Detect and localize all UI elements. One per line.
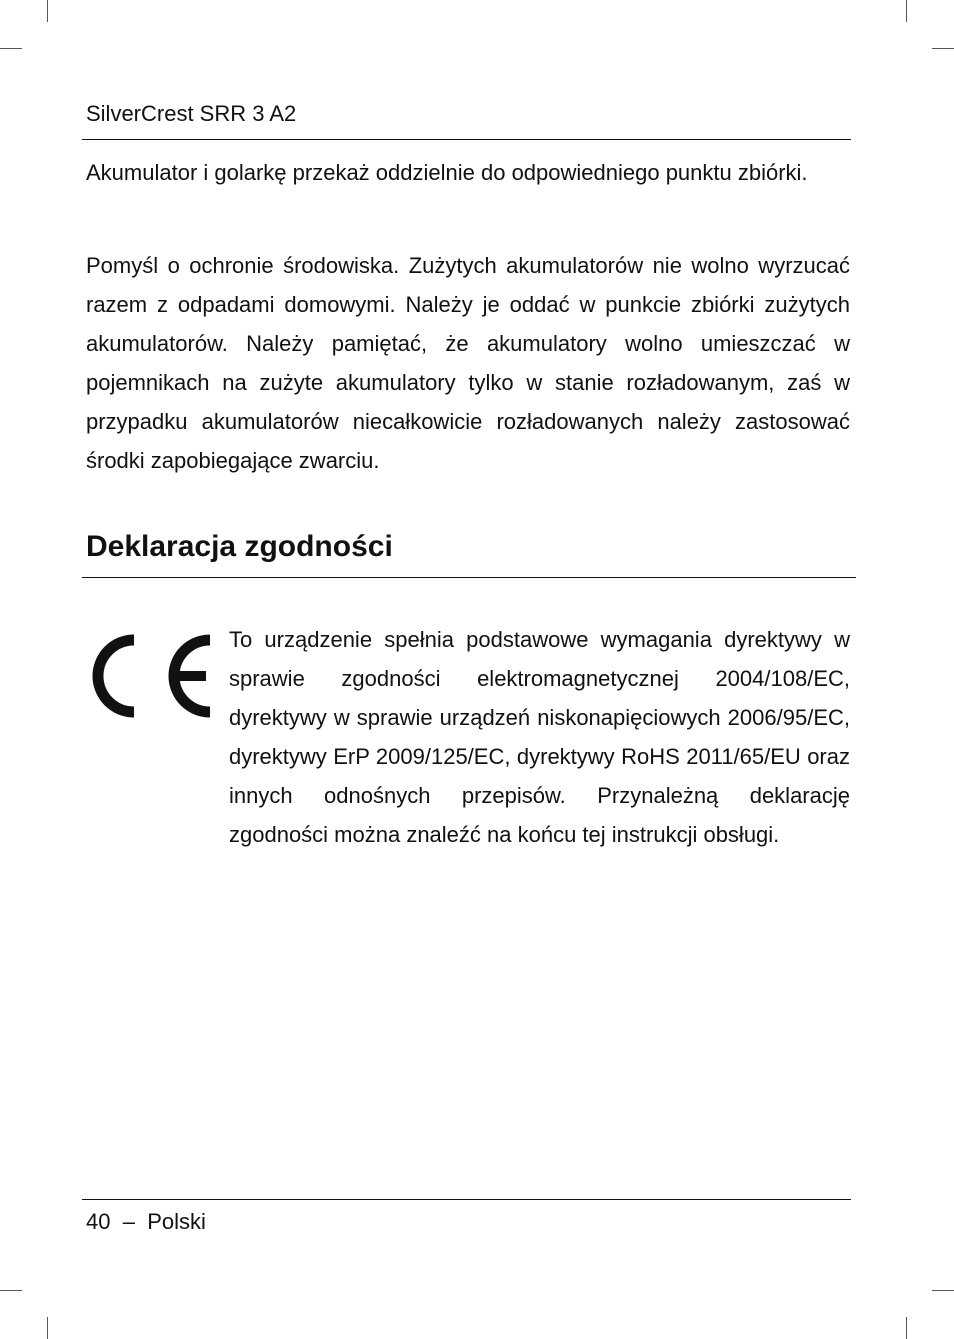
footer-language: Polski <box>147 1209 206 1234</box>
crop-mark <box>47 1317 48 1339</box>
crop-mark <box>0 1290 22 1291</box>
crop-mark <box>0 48 22 49</box>
crop-mark <box>932 1290 954 1291</box>
conformity-text: To urządzenie spełnia podstawowe wymagania dyrektywy w sprawie zgodności elektromagnetycznej 2004/108/EC, dyrektywy w sprawie urządzeń niskonapięciowych 2006/95/EC, dyrektywy ErP 2009/125/EC, dyrektywy RoHS 2011/65/EU oraz innych odnośnych przepisów. Przynależną deklarację zgodności można znaleźć na końcu tej instrukcji obsługi. <box>229 627 850 847</box>
heading-rule <box>82 577 856 578</box>
header-rule <box>82 139 851 140</box>
crop-mark <box>47 0 48 22</box>
paragraph-environment: Pomyśl o ochronie środowiska. Zużytych akumulatorów nie wolno wyrzucać razem z odpadami domowymi. Należy je oddać w punkcie zbiórki zużytych akumulatorów. Należy pamiętać, że akumulatory wolno umieszczać w pojemnikach na zużyte akumulatory tylko w stanie rozładowanym, zaś w przypadku akumulatorów niecałkowicie rozładowanych należy zastosować środki zapobiegające zwarciu. <box>86 253 850 473</box>
footer-rule <box>82 1199 851 1200</box>
crop-mark <box>906 0 907 22</box>
crop-mark <box>906 1317 907 1339</box>
footer-separator: – <box>122 1209 135 1234</box>
ce-mark-icon <box>88 628 218 724</box>
page-number: 40 <box>86 1209 111 1234</box>
section-heading: Deklaracja zgodności <box>86 530 393 563</box>
paragraph-disposal: Akumulator i golarkę przekaż oddzielnie do odpowiedniego punktu zbiórki. <box>86 160 808 185</box>
crop-mark <box>932 48 954 49</box>
page-footer <box>86 1206 206 1238</box>
running-header: SilverCrest SRR 3 A2 <box>86 101 297 126</box>
